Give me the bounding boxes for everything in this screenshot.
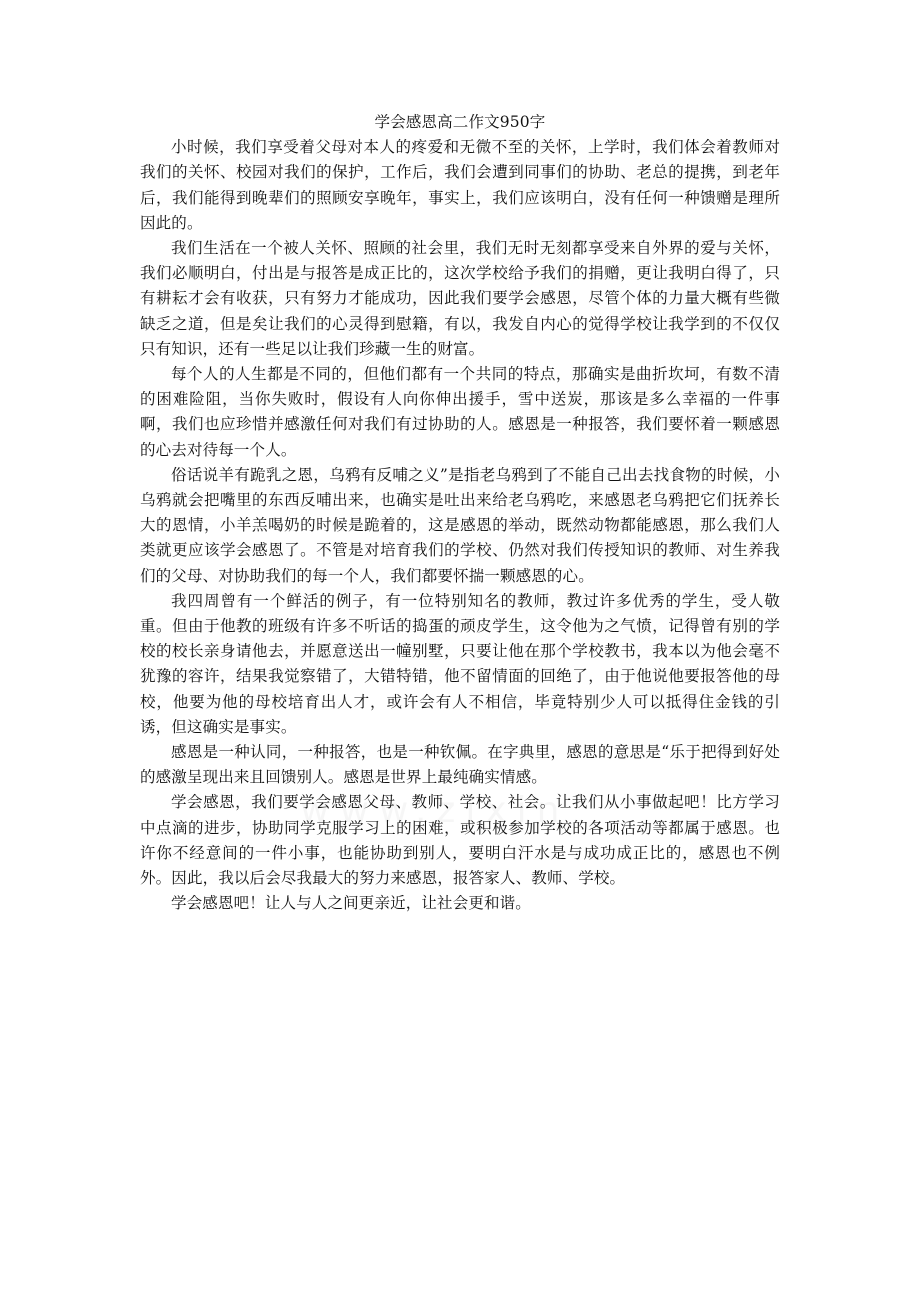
- paragraph-3: 每个人的人生都是不同的，但他们都有一个共同的特点，那确实是曲折坎坷，有数不清的困难险阻，当你失败时，假设有人向你伸出援手，雪中送炭，那该是多么幸福的一件事啊，我们也应珍惜并感激任何对我们有过协助的人。感恩是一种报答，我们要怀着一颗感恩的心去对待每一个人。: [140, 365, 780, 459]
- paragraph-5: 我四周曾有一个鲜活的例子，有一位特别知名的教师，教过许多优秀的学生，受人敬重。但由于他教的班级有许多不听话的捣蛋的顽皮学生，这令他为之气愤，记得曾有别的学校的校长亲身请他去，并愿意送出一幢别墅，只要让他在那个学校教书，我本以为他会毫不犹豫的容许，结果我觉察错了，大错特错，他不留情面的回绝了，由于他说他要报答他的母校，他要为他的母校培育出人才，或许会有人不相信，毕竟特别少人可以抵得住金钱的引诱，但这确实是事实。: [140, 591, 780, 736]
- paragraph-2: 我们生活在一个被人关怀、照顾的社会里，我们无时无刻都享受来自外界的爱与关怀，我们必顺明白，付出是与报答是成正比的，这次学校给予我们的捐赠，更让我明白得了，只有耕耘才会有收获，只有努力才能成功，因此我们要学会感恩，尽管个体的力量大概有些微缺乏之道，但是矣让我们的心灵得到慰籍，有以，我发自内心的觉得学校让我学到的不仅仅只有知识，还有一些足以让我们珍藏一生的财富。: [140, 239, 780, 358]
- paragraph-1: 小时候，我们享受着父母对本人的疼爱和无微不至的关怀，上学时，我们体会着教师对我们的关怀、校园对我们的保护，工作后，我们会遭到同事们的协助、老总的提携，到老年后，我们能得到晚辈们的照顾安享晚年，事实上，我们应该明白，没有任何一种馈赠是理所因此的。: [140, 138, 780, 232]
- paragraph-4: 俗话说羊有跪乳之恩，乌鸦有反哺之义”是指老乌鸦到了不能自己出去找食物的时候，小乌鸦就会把嘴里的东西反哺出来，也确实是吐出来给老乌鸦吃，来感恩老乌鸦把它们抚养长大的恩情，小羊羔喝奶的时候是跪着的，这是感恩的举动，既然动物都能感恩，那么我们人类就更应该学会感恩了。不管是对培育我们的学校、仍然对我们传授知识的教师、对生养我们的父母、对协助我们的每一个人，我们都要怀揣一颗感恩的心。: [140, 465, 780, 585]
- paragraph-8: 学会感恩吧！让人与人之间更亲近，让社会更和谐。: [171, 894, 531, 913]
- page-title: 学会感恩高二作文950字: [374, 113, 546, 131]
- paragraph-7: 学会感恩，我们要学会感恩父母、教师、学校、社会。让我们从小事做起吧！比方学习中点滴的进步，协助同学克服学习上的困难，或积极参加学校的各项活动等都属于感恩。也许你不经意间的一件小事，也能协助到别人，要明白汗水是与成功成正比的，感恩也不例外。因此，我以后会尽我最大的努力来感恩，报答家人、教师、学校。: [140, 793, 780, 888]
- paragraph-6: 感恩是一种认同，一种报答，也是一种钦佩。在字典里，感恩的意思是“乐于把得到好处的感激呈现出来且回馈别人。感恩是世界上最纯确实情感。: [140, 743, 780, 787]
- document-body: [140, 110, 780, 917]
